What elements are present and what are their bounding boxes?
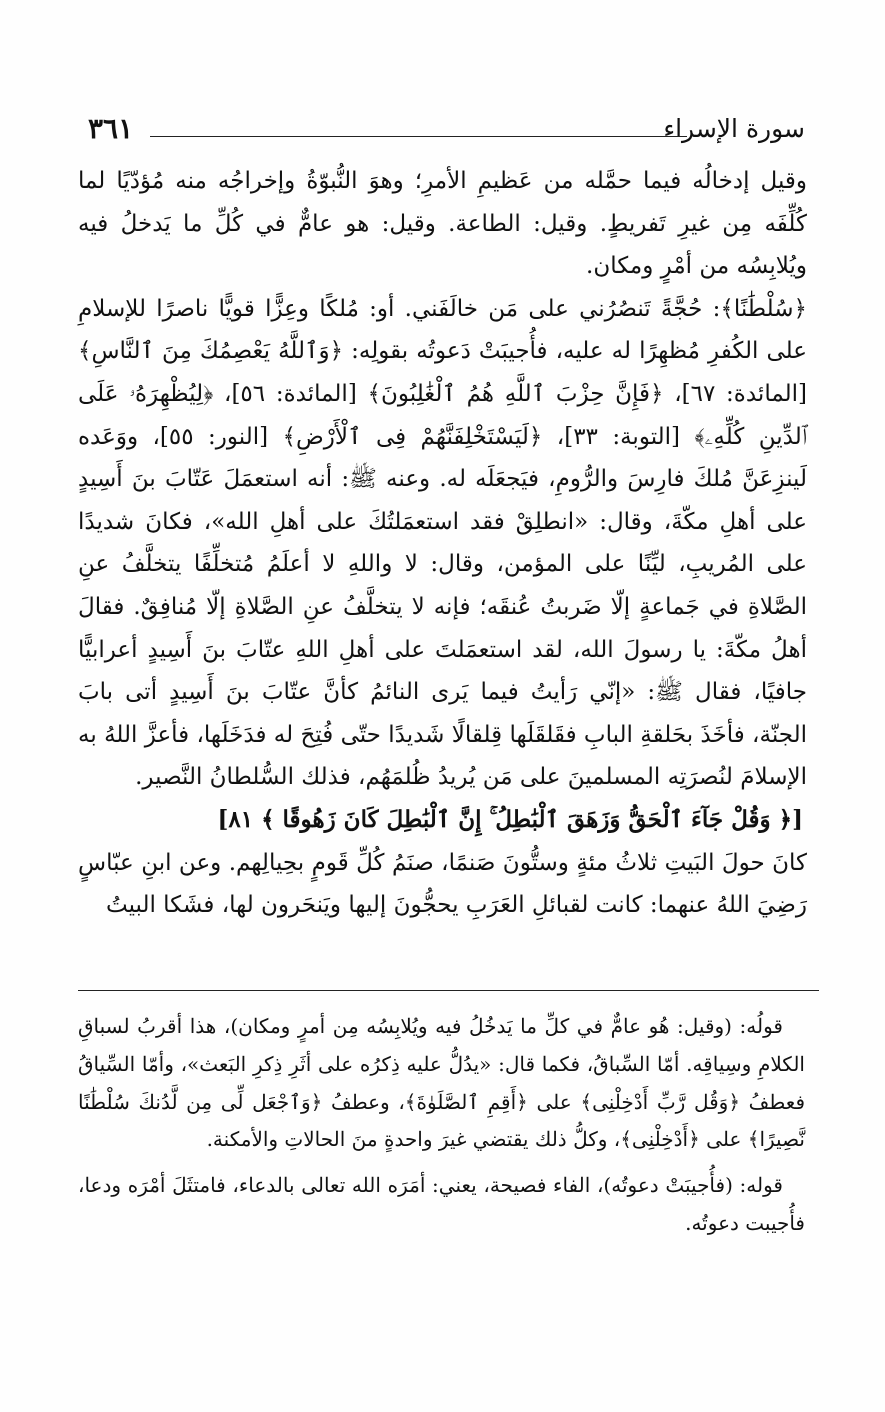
footnote: قوله: (فأُجيبَتْ دعوتُه)، الفاء فصيحة، يعني: أمَرَه الله تعالى بالدعاء، فامتثَلَ أمْرَه ودعا، فأُجيبت دعوتُه. (78, 1173, 805, 1235)
header-rule (150, 136, 687, 137)
footnote: قولُه: (وقيل: هُو عامٌّ في كلِّ ما يَدخُلُ فيه ويُلابِسُه مِن أمرٍ ومكان)، هذا أقربُ لسباقِ الكلامِ وسِياقِه. أمّا السِّباقُ، فكما قال: «يدُلُّ عليه ذِكرُه على أثَرِ ذِكرِ البَعث»، وأمّا السِّياقُ فعطفُ ﴿وَقُل رَّبِّ أَدْخِلْنِى﴾ على ﴿أَقِمِ ٱلصَّلَوٰةَ﴾، وعطفُ ﴿وَٱجْعَل لِّى مِن لَّدُنكَ سُلْطَٰنًا نَّصِيرًا﴾ على ﴿أَدْخِلْنِى﴾، وكلُّ ذلك يقتضي غيرَ واحدةٍ منَ الحالاتِ والأمكنة. (78, 1014, 805, 1152)
paragraph: ﴿سُلْطَٰنًا﴾: حُجَّةً تَنصُرُني على مَن خالَفَني. أو: مُلكًا وعِزًّا قويًّا ناصرًا للإسلامِ على الكُفرِ مُظهِرًا له عليه، فأُجيبَتْ دَعوتُه بقولِه: ﴿وَٱللَّهُ يَعْصِمُكَ مِنَ ٱلنَّاسِ﴾ [المائدة: ٦٧]، ﴿فَإِنَّ حِزْبَ ٱللَّهِ هُمُ ٱلْغَٰلِبُونَ﴾ [المائدة: ٥٦]، ﴿لِيُظْهِرَهُۥ عَلَى ٱلدِّينِ كُلِّهِۦ﴾ [التوبة: ٣٣]، ﴿لَيَسْتَخْلِفَنَّهُمْ فِى ٱلْأَرْضِ﴾ [النور: ٥٥]، ووَعَده لَينزِعَنَّ مُلكَ فارِسَ والرُّومِ، فيَجعَلَه له. وعنه ﷺ: أنه استعمَلَ عَتّابَ بنَ أَسِيدٍ على أهلِ مكّةَ، وقال: «انطلِقْ فقد استعمَلتُكَ على أهلِ الله»، فكانَ شديدًا على المُريبِ، ليِّنًا على المؤمن، وقال: لا واللهِ لا أعلَمُ مُتخلِّفًا يتخلَّفُ عنِ الصَّلاةِ في جَماعةٍ إلّا ضَربتُ عُنقَه؛ فإنه لا يتخلَّفُ عنِ الصَّلاةِ إلّا مُنافِقٌ. فقالَ أهلُ مكّةَ: يا رسولَ الله، لقد استعمَلتَ على أهلِ اللهِ عتّابَ بنَ أَسِيدٍ أعرابيًّا جافيًا، فقال ﷺ: «إنّي رَأيتُ فيما يَرى النائمُ كأنَّ عتّابَ بنَ أَسِيدٍ أتى بابَ الجنّة، فأخَذَ بحَلقةِ البابِ فقَلقَلَها قِلقالًا شَديدًا حتّى فُتِحَ له فدَخَلَها، فأعزَّ اللهُ به الإسلامَ لنُصرَتِه المسلمينَ على مَن يُريدُ ظُلمَهُم، فذلك السُّلطانُ النَّصير. (78, 295, 808, 791)
page-number: ٣٦١ (88, 112, 134, 145)
paragraph: كانَ حولَ البَيتِ ثلاثُ مئةٍ وستُّونَ صَنمًا، صنَمُ كُلِّ قَومٍ بحِيالِهم. وعن ابنِ عبّاسٍ رَضِيَ اللهُ عنهما: كانت لقبائلِ العَرَبِ يحجُّونَ إليها ويَنحَرون لها، فشَكا البيتُ (78, 849, 807, 919)
quran-verse: [﴿ وَقُلْ جَآءَ ٱلْحَقُّ وَزَهَقَ ٱلْبَٰطِلُ ۚ إِنَّ ٱلْبَٰطِلَ كَانَ زَهُوقًا ﴾ ٨١] (217, 805, 803, 833)
footnotes (78, 1008, 805, 1251)
paragraph: وقيل إدخالُه فيما حمَّله من عَظيمِ الأمرِ؛ وهوَ النُّبوّةُ وإخراجُه منه مُؤدّيًا لما كُلِّفَه مِن غيرِ تَفريطٍ. وقيل: الطاعة. وقيل: هو عامٌّ في كُلِّ ما يَدخلُ فيه ويُلابِسُه من أمْرٍ ومكان. (78, 168, 807, 280)
surah-title: سورة الإسراء (663, 114, 805, 143)
page-header (88, 112, 805, 152)
footnote-separator (78, 990, 819, 991)
main-text (78, 160, 807, 927)
